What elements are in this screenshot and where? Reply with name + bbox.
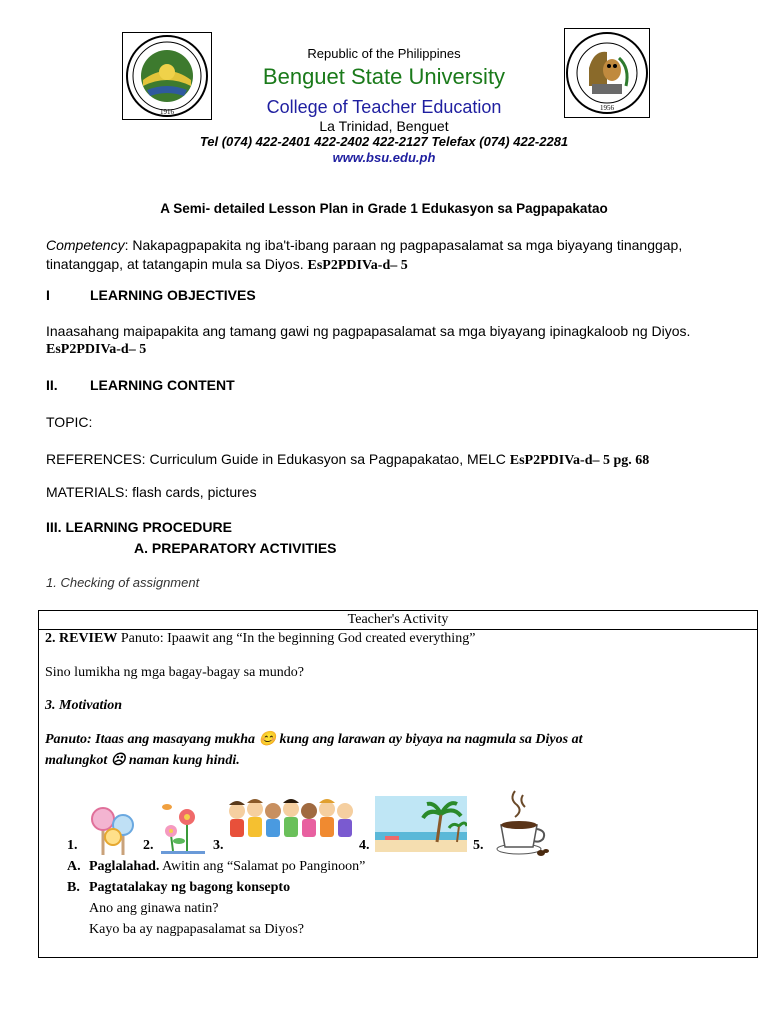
item-b-label: B. [67, 880, 80, 895]
section-2-title: LEARNING CONTENT [90, 377, 235, 393]
review-text: Panuto: Ipaawit ang “In the beginning God created everything” [117, 631, 476, 646]
item-a-title: Paglalahad. [89, 859, 160, 874]
item-a-label: A. [67, 859, 81, 874]
competency-line-1 [46, 237, 682, 253]
section-1-number: I [46, 287, 50, 303]
materials-line: MATERIALS: flash cards, pictures [46, 484, 257, 500]
children-picture [227, 797, 355, 849]
teacher-activity-table [38, 610, 758, 958]
question-1: Sino lumikha ng mga bagay-bagay sa mundo? [45, 665, 304, 680]
location-line: La Trinidad, Benguet [319, 118, 449, 134]
question-2: Ano ang ginawa natin? [89, 901, 219, 916]
references-code: EsP2PDIVa-d– 5 pg. 68 [509, 453, 650, 468]
competency-label: Competency [46, 237, 125, 253]
item-b-title: Pagtatalakay ng bagong konsepto [89, 880, 291, 895]
objective-text: Inaasahang maipapakita ang tamang gawi ng pagpapasalamat sa mga biyayang ipinagkaloob ng Diyos. [46, 323, 691, 339]
contact-line: Tel (074) 422-2401 422-2402 422-2127 Telefax (074) 422-2281 [199, 134, 569, 149]
competency-text-2: tinatanggap, at tatangapin mula sa Diyos. [46, 256, 304, 272]
beach-picture [375, 796, 467, 852]
coffee-picture [493, 787, 549, 859]
picture-number-3: 3. [213, 838, 224, 853]
competency-line-2 [46, 256, 408, 274]
review-line [45, 631, 475, 647]
panuto-line-1: Panuto: Itaas ang masayang mukha 😊 kung ang larawan ay biyaya na nagmula sa Diyos at [45, 732, 583, 747]
motivation-heading: 3. Motivation [45, 698, 123, 713]
references-line [46, 451, 649, 469]
picture-number-2: 2. [143, 838, 154, 853]
topic-label: TOPIC: [46, 414, 93, 430]
objective-code: EsP2PDIVa-d– 5 [46, 342, 147, 357]
picture-number-5: 5. [473, 838, 484, 853]
competency-code: EsP2PDIVa-d– 5 [307, 258, 408, 273]
flowers-picture [157, 799, 209, 855]
section-3a-title: A. PREPARATORY ACTIVITIES [134, 540, 337, 556]
item-a-text: Awitin ang “Salamat po Panginoon” [159, 859, 366, 874]
review-label: 2. REVIEW [45, 631, 118, 646]
picture-number-1: 1. [67, 838, 78, 853]
section-1-title: LEARNING OBJECTIVES [90, 287, 256, 303]
lesson-title: A Semi- detailed Lesson Plan in Grade 1 Edukasyon sa Pagpapakatao [160, 201, 608, 216]
checking-assignment: 1. Checking of assignment [46, 575, 200, 590]
panuto-line-2: malungkot ☹ naman kung hindi. [45, 753, 240, 768]
references-text: REFERENCES: Curriculum Guide in Edukasyon sa Pagpapakatao, MELC [46, 451, 506, 467]
section-2-number: II. [46, 377, 58, 393]
college-name: College of Teacher Education [266, 97, 502, 117]
section-3-title: III. LEARNING PROCEDURE [46, 519, 232, 535]
question-3: Kayo ba ay nagpapasalamat sa Diyos? [89, 922, 304, 937]
republic-line: Republic of the Philippines [307, 46, 461, 61]
item-a-line [89, 859, 365, 875]
picture-number-4: 4. [359, 838, 370, 853]
svg-text:1956: 1956 [600, 104, 614, 112]
competency-text: : Nakapagpapakita ng iba't-ibang paraan ng pagpapasalamat sa mga biyayang tinanggap, [124, 237, 683, 253]
university-name: Benguet State University [262, 64, 506, 89]
lollipop-picture [89, 801, 139, 855]
svg-text:1916: 1916 [160, 108, 174, 116]
website-link[interactable]: www.bsu.edu.ph [332, 150, 436, 165]
teacher-activity-header: Teacher's Activity [39, 611, 757, 630]
